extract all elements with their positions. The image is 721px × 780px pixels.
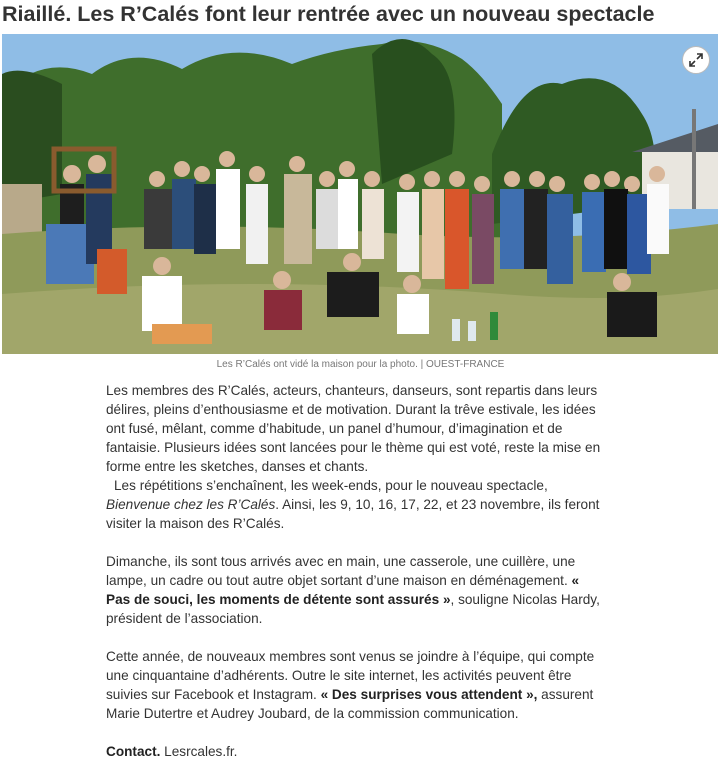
- article-body: [106, 381, 606, 780]
- paragraph-4-text-end: assurent Marie Dutertre et Audrey Joubard, de la commission communication.: [106, 687, 594, 721]
- expand-arrows-icon: [689, 53, 703, 67]
- photo-caption: Les R’Calés ont vidé la maison pour la photo. | OUEST-FRANCE: [216, 359, 505, 370]
- group-photo-illustration: [2, 34, 718, 354]
- quote-nicolas-hardy: « Pas de souci, les moments de détente sont assurés »: [106, 573, 580, 607]
- contact-link[interactable]: Lesrcales.fr.: [160, 744, 238, 759]
- show-title: Bienvenue chez les R’Calés: [106, 497, 276, 512]
- paragraph-4-text-start: Cette année, de nouveaux membres sont venus se joindre à l’équipe, qui compte une cinquantaine d’adhérents. Outre le site internet, les activités peuvent être suivies sur Facebook et Instagram.: [106, 649, 595, 702]
- paragraph-1: [106, 381, 606, 533]
- article-photo[interactable]: [2, 34, 718, 354]
- paragraph-2-text-end: . Ainsi, les 9, 10, 16, 17, 22, et 23 novembre, ils feront visiter la maison des R’Calés.: [106, 497, 600, 531]
- article-title: Riaillé. Les R’Calés font leur rentrée avec un nouveau spectacle: [2, 2, 655, 26]
- paragraph-4: [106, 647, 606, 723]
- quote-surprises: « Des surprises vous attendent »,: [320, 687, 538, 702]
- paragraph-3: [106, 552, 606, 628]
- paragraph-3-text-end: , souligne Nicolas Hardy, président de l’association.: [106, 592, 600, 626]
- paragraph-2-text-start: Les répétitions s’enchaînent, les week-ends, pour le nouveau spectacle,: [114, 478, 548, 493]
- contact-label: Contact.: [106, 744, 161, 759]
- paragraph-1-text: Les membres des R’Calés, acteurs, chanteurs, danseurs, sont repartis dans leurs délires, pleins d’enthousiasme et de motivation. Durant la trêve estivale, les idées ont fusé, mêlant, comme d’habitude, un panel d’humour, d’imagination et de fantaisie. Plusieurs idées sont lancées pour le thème qui est voté, reste la mise en forme entre les sketches, danses et chants.: [106, 383, 601, 474]
- contact-line: [106, 742, 606, 761]
- expand-photo-button[interactable]: [682, 46, 710, 74]
- paragraph-3-text-start: Dimanche, ils sont tous arrivés avec en main, une casserole, une cuillère, une lampe, un cadre ou tout autre objet sortant d’une maison en déménagement.: [106, 554, 576, 588]
